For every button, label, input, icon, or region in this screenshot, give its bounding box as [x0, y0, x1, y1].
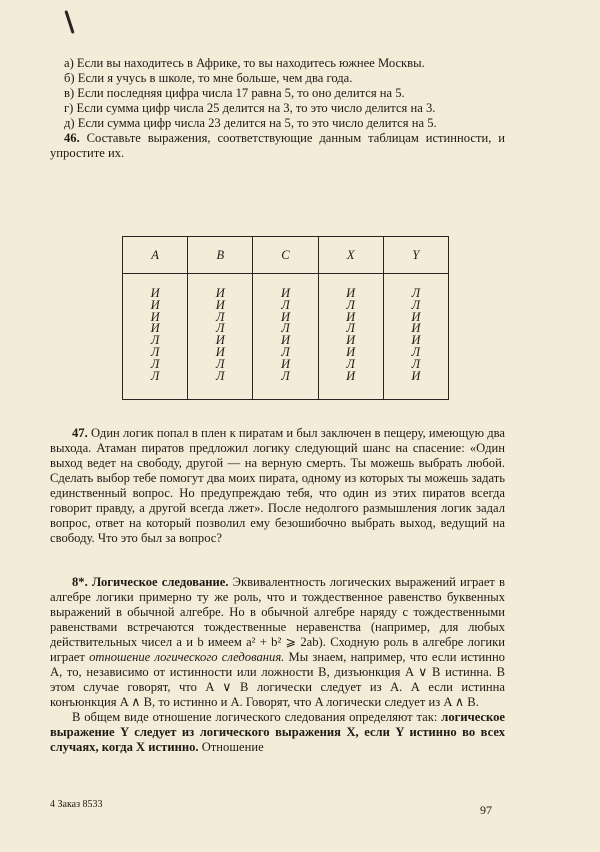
header-c: C: [253, 237, 318, 274]
section-8-text-4: Отношение: [201, 740, 264, 754]
truth-value: И: [150, 286, 160, 300]
truth-value: И: [346, 333, 356, 348]
truth-value: Л: [411, 356, 421, 371]
header-y: Y: [383, 237, 448, 274]
problem-47-number: 47.: [72, 426, 88, 440]
section-8-number: 8*.: [72, 575, 88, 589]
truth-value: Л: [281, 344, 290, 359]
item-e: д) Если сумма цифр числа 23 делится на 5, то это число делится на 5.: [64, 116, 437, 130]
truth-value: И: [280, 356, 290, 371]
item-a: а) Если вы находитесь в Африке, то вы находитесь южнее Москвы.: [64, 56, 425, 70]
truth-value: Л: [411, 297, 421, 312]
definition-bold: логическое выражение Y следует из логического выражения X, если Y истинно во всех случаях, когда X истинно.: [50, 710, 505, 754]
column-c: [253, 274, 318, 400]
truth-value: Л: [150, 344, 160, 359]
column-x: [318, 274, 383, 400]
problem-47: [50, 426, 505, 546]
problem-46-number: 46.: [64, 131, 80, 145]
truth-value: И: [150, 309, 160, 324]
section-8-text-2: Мы знаем, например, что если истинно A, то, независимо от истинности или ложности B, дизъюнкция A ∨ B истинна. В этом случае говорят, что A ∨ B логически следует из A. А если истинна конъюнкция A ∧ B, то истинно и A. Говорят, что A логически следует из A ∧ B.: [50, 650, 505, 709]
item-c: в) Если последняя цифра числа 17 равна 5, то оно делится на 5.: [64, 86, 405, 100]
truth-value: И: [411, 309, 421, 324]
truth-value: Л: [216, 321, 225, 336]
header-a: A: [123, 237, 188, 274]
truth-value: Л: [346, 356, 355, 371]
truth-value: И: [346, 309, 356, 324]
truth-value: И: [215, 333, 225, 348]
column-a: [123, 274, 188, 400]
item-d: г) Если сумма цифр числа 25 делится на 3, то это число делится на 3.: [64, 101, 436, 115]
column-y: [383, 274, 448, 400]
truth-value: Л: [281, 368, 290, 383]
truth-value: И: [346, 344, 356, 359]
truth-value: Л: [281, 321, 290, 336]
truth-value: И: [215, 297, 225, 312]
truth-value: И: [280, 309, 290, 324]
truth-value: Л: [216, 356, 225, 371]
truth-value: Л: [411, 344, 421, 359]
truth-value: И: [346, 286, 356, 300]
problem-46-text: Составьте выражения, соответствующие данным таблицам истинности, и упростите их.: [50, 131, 505, 160]
truth-value: И: [411, 368, 421, 383]
truth-value: Л: [150, 356, 160, 371]
column-b: [188, 274, 253, 400]
truth-value: Л: [411, 286, 421, 300]
truth-value: Л: [150, 333, 160, 348]
truth-value: И: [150, 297, 160, 312]
scan-mark: [64, 10, 74, 34]
section-8-paragraph-1: [50, 575, 505, 710]
page-number: 97: [480, 803, 492, 817]
section-8-title: Логическое следование.: [91, 575, 229, 589]
header-x: X: [318, 237, 383, 274]
truth-value: Л: [216, 309, 225, 324]
item-b: б) Если я учусь в школе, то мне больше, чем два года.: [64, 71, 353, 85]
section-8-text-1: Эквивалентность логических выражений играет в алгебре логики примерно ту же роль, что и тождественное равенство буквенных выражений в обычной алгебре. Но в обычной алгебре наряду с тождественными равенствами встречаются тождественные неравенства (например, для любых действительных чисел a и b имеем a² + b² ⩾ 2ab). Сходную роль в алгебре логики играет: [50, 575, 505, 664]
problem-47-text: Один логик попал в плен к пиратам и был заключен в пещеру, имеющую два выхода. Атаман пиратов предложил логику следующий шанс на спасение: «Один выход ведет на свободу, другой — на верную смерть. Ты можешь выбрать любой. Сделать выбор тебе помогут два моих пирата, одному из которых ты можешь задать единственный вопрос. Но предупреждаю тебя, что один из этих пиратов всегда говорит правду, а другой всегда лжет». После недолгого размышления логик задал вопрос, ответ на который позволил ему безошибочно выбрать выход, ведущий на свободу. Что это был за вопрос?: [50, 426, 505, 545]
print-order: 4 Заказ 8533: [50, 799, 103, 810]
truth-table: [122, 236, 449, 400]
section-8-text-3: В общем виде отношение логического следования определяют так:: [72, 710, 438, 724]
truth-value: И: [411, 321, 421, 336]
header-b: B: [188, 237, 253, 274]
truth-value: И: [280, 333, 290, 348]
truth-value: Л: [281, 297, 290, 312]
truth-value: И: [280, 286, 290, 300]
truth-value: И: [150, 321, 160, 336]
term-logical-consequence: отношение логического следования.: [89, 650, 285, 664]
truth-value: Л: [150, 368, 160, 383]
truth-value: Л: [216, 368, 225, 383]
items-a-to-d: [50, 56, 505, 161]
truth-value: И: [215, 286, 225, 300]
truth-value: Л: [346, 297, 355, 312]
truth-value: Л: [346, 321, 355, 336]
problem-46: [50, 131, 505, 161]
truth-value: И: [411, 333, 421, 348]
truth-value: И: [346, 368, 356, 383]
truth-value: И: [215, 344, 225, 359]
section-8: [50, 575, 505, 755]
section-8-paragraph-2: [50, 710, 505, 755]
